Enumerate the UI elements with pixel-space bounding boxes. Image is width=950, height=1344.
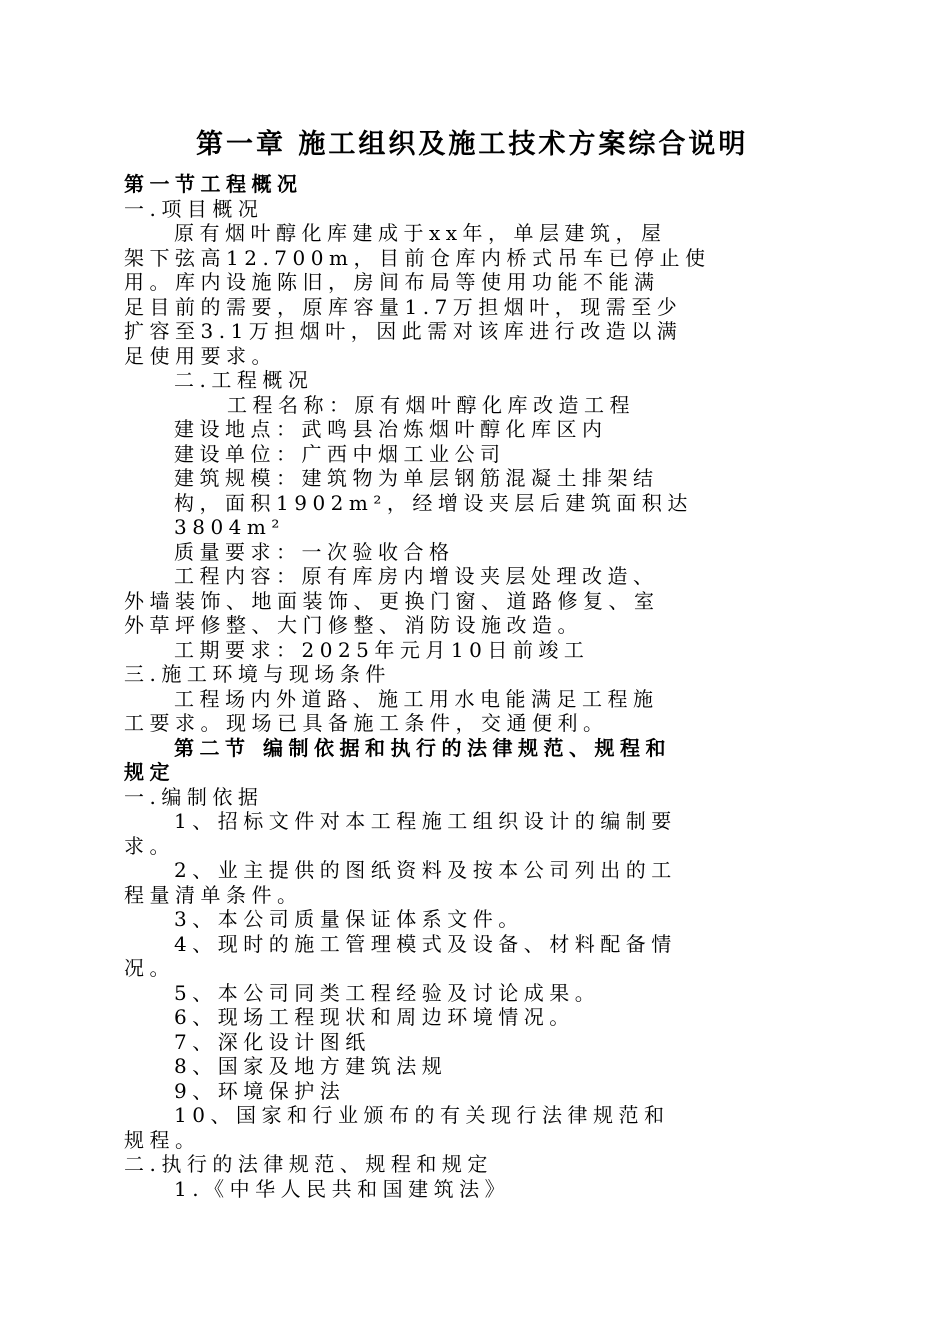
section2-heading: 规定 [124,760,175,784]
paragraph-line: 架下弦高12.700m，目前仓库内桥式吊车已停止使 [124,245,711,270]
item2-heading: 二.工程概况 [174,368,314,392]
item1-heading: 一.项目概况 [124,196,264,221]
basis-item-continuation: 程量清单条件。 [124,882,303,907]
chapter-title: 第一章 施工组织及施工技术方案综合说明 [196,129,749,160]
paragraph-line: 原有烟叶醇化库建成于xx年，单层建筑，屋 [174,221,667,245]
basis-item: 8、国家及地方建筑法规 [174,1054,448,1078]
project-content: 工程内容：原有库房内增设夹层处理改造、 [174,564,659,588]
item1-paragraph [124,221,816,368]
basis-item: 5、本公司同类工程经验及讨论成果。 [174,980,601,1005]
basis-item: 10、国家和行业颁布的有关现行法律规范和 [174,1103,670,1127]
section2-heading: 第二节 编制依据和执行的法律规范、规程和 [174,735,671,760]
basis-item-continuation: 况。 [124,956,175,980]
item3-heading: 三.施工环境与现场条件 [124,662,391,686]
project-scale: 构，面积1902m²，经增设夹层后建筑面积达 [174,490,693,515]
project-content: 外草坪修整、大门修整、消防设施改造。 [124,613,583,637]
basis-item: 4、现时的施工管理模式及设备、材料配备情 [174,931,677,956]
laws-heading: 二.执行的法律规范、规程和规定 [124,1152,493,1176]
paragraph-line: 用。库内设施陈旧，房间布局等使用功能不能满 [124,270,660,294]
schedule-requirement: 工期要求：2025年元月10日前竣工 [174,637,590,662]
project-name: 工程名称：原有烟叶醇化库改造工程 [227,392,635,417]
basis-item: 9、环境保护法 [174,1078,346,1103]
paragraph-line: 足目前的需要，原库容量1.7万担烟叶，现需至少 [124,294,683,319]
paragraph-line: 足使用要求。 [124,343,277,368]
basis-item: 3、本公司质量保证体系文件。 [174,907,524,931]
paragraph-line: 扩容至3.1万担烟叶，因此需对该库进行改造以满 [124,319,683,343]
document-page [124,128,816,1201]
quality-requirement: 质量要求：一次验收合格 [174,539,455,564]
basis-heading: 一.编制依据 [124,784,264,809]
basis-item: 6、现场工程现状和周边环境情况。 [174,1005,575,1029]
basis-item: 7、深化设计图纸 [174,1029,371,1054]
section1-heading: 第一节工程概况 [124,172,303,196]
basis-item-continuation: 规程。 [124,1127,201,1152]
basis-item: 1、招标文件对本工程施工组织设计的编制要 [174,809,677,833]
project-scale: 3804m² [174,515,285,539]
item3-paragraph: 工要求。现场已具备施工条件，交通便利。 [124,711,609,735]
basis-item: 2、业主提供的图纸资料及按本公司列出的工 [174,858,677,882]
item3-paragraph: 工程场内外道路、施工用水电能满足工程施 [174,686,659,711]
project-owner: 建设单位：广西中烟工业公司 [174,441,506,466]
project-site: 建设地点：武鸣县冶炼烟叶醇化库区内 [174,417,608,441]
project-scale: 建筑规模：建筑物为单层钢筋混凝土排架结 [174,466,659,490]
project-content: 外墙装饰、地面装饰、更换门窗、道路修复、室 [124,588,660,613]
law-item: 1.《中华人民共和国建筑法》 [174,1176,511,1201]
basis-item-continuation: 求。 [124,833,175,858]
